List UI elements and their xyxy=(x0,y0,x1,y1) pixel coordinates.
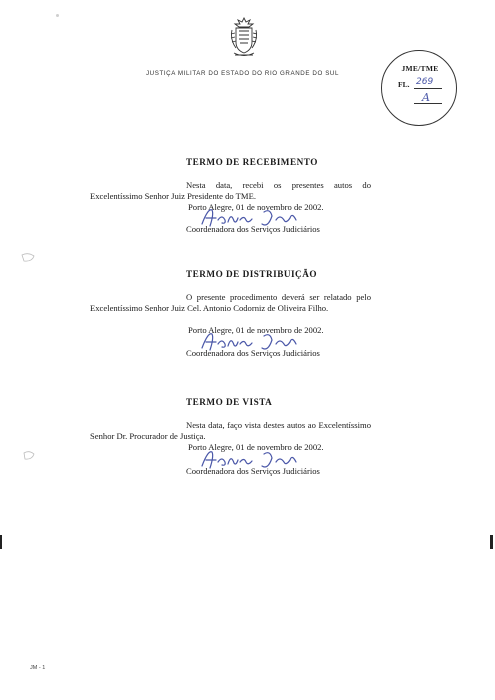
stamp-fl-label: FL. xyxy=(398,80,410,89)
date-line: Porto Alegre, 01 de novembro de 2002. xyxy=(188,325,324,335)
form-code: JM - 1 xyxy=(30,665,46,671)
signatory-role: Coordenadora dos Serviços Judiciários xyxy=(186,348,320,358)
section-body xyxy=(90,180,371,202)
handwritten-signature xyxy=(198,328,318,354)
section-title: TERMO DE VISTA xyxy=(186,397,273,407)
stamp-rule xyxy=(414,88,442,89)
section-body-text: Nesta data, faço vista destes autos ao Excelentíssimo Senhor Dr. Procurador de Justiça. xyxy=(90,420,371,441)
signatory-role: Coordenadora dos Serviços Judiciários xyxy=(186,466,320,476)
folio-stamp xyxy=(381,50,457,126)
section-title: TERMO DE DISTRIBUIÇÃO xyxy=(186,269,317,279)
section-body-text: Nesta data, recebi os presentes autos do Excelentíssimo Senhor Juiz Presidente do TME. xyxy=(90,180,371,201)
stamp-initial: A xyxy=(422,91,430,104)
date-line: Porto Alegre, 01 de novembro de 2002. xyxy=(188,442,324,452)
scan-edge-mark xyxy=(490,535,493,549)
section-body xyxy=(90,420,371,442)
handwritten-signature xyxy=(198,204,318,230)
signatory-role: Coordenadora dos Serviços Judiciários xyxy=(186,224,320,234)
state-coat-of-arms-icon xyxy=(227,16,261,60)
stamp-folio-number: 269 xyxy=(416,77,434,87)
section-body-text: O presente procedimento deverá ser relatado pelo Excelentíssimo Senhor Juiz Cel. Antonio Codorniz de Oliveira Filho. xyxy=(90,292,371,313)
scan-edge-mark xyxy=(0,535,2,549)
paper-speck xyxy=(56,14,59,17)
institution-header: JUSTIÇA MILITAR DO ESTADO DO RIO GRANDE DO SUL xyxy=(145,70,340,77)
date-line: Porto Alegre, 01 de novembro de 2002. xyxy=(188,202,324,212)
punch-hole-mark xyxy=(22,450,36,462)
punch-hole-mark xyxy=(20,252,36,264)
section-title: TERMO DE RECEBIMENTO xyxy=(186,157,318,167)
stamp-title: JME/TME xyxy=(401,64,439,73)
handwritten-signature xyxy=(198,446,318,472)
section-body xyxy=(90,292,371,314)
